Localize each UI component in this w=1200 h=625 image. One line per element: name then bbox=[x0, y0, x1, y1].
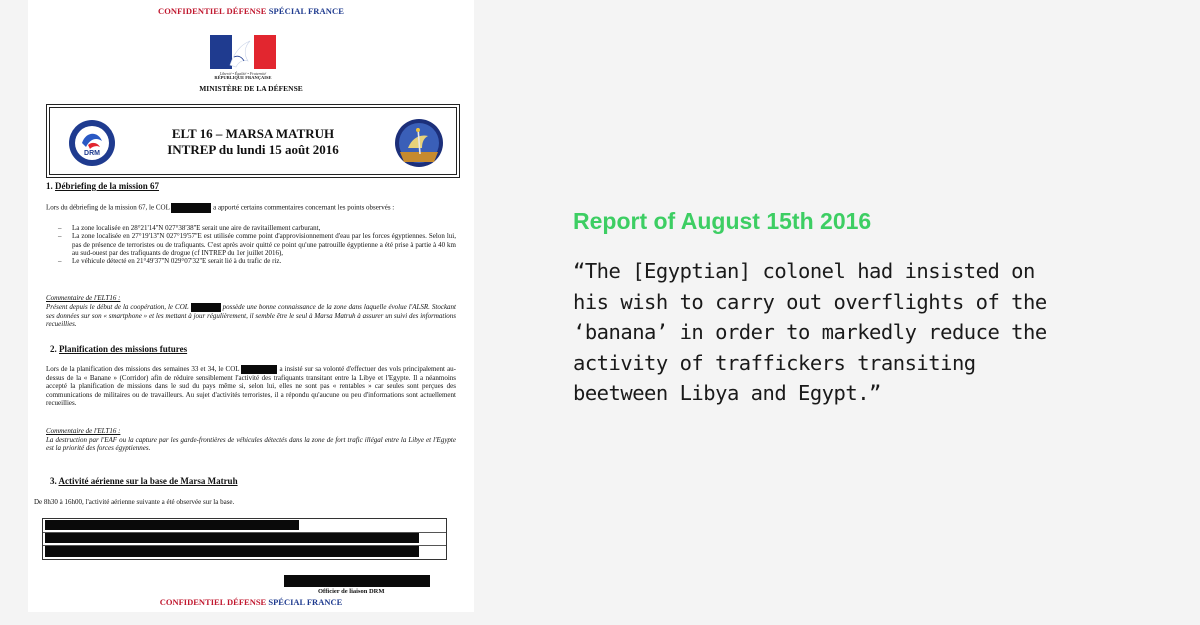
classification-header bbox=[28, 6, 474, 16]
redaction-bar bbox=[45, 533, 419, 543]
republique-francaise-logo bbox=[210, 35, 276, 69]
quote-line: activity of traffickers transiting bbox=[573, 350, 976, 375]
report-quote bbox=[573, 256, 1173, 409]
section3-heading: 3. Activité aérienne sur la base de Marsa Matruh bbox=[50, 476, 238, 486]
document-title-line1: ELT 16 – MARSA MATRUH bbox=[171, 126, 335, 141]
section3-title: Activité aérienne sur la base de Marsa Matruh bbox=[58, 476, 238, 486]
list-item: – La zone localisée en 27°19'13''N 027°19'57''E est utilisée comme point d'approvisionnement d'eau par les forces égyptiennes. Selon lui, pas de présence de terroristes ou de trafiquants. C'est après avoir quitté ce point qu'une patrouille égyptienne a été prise à partie à 40 km au sud-ouest par des trafiquants de drogue (cf INTREP du 1er juillet 2016), bbox=[58, 232, 456, 257]
classification-footer-blue: SPÉCIAL FRANCE bbox=[268, 597, 343, 607]
section2-heading: 2. Planification des missions futures bbox=[50, 344, 188, 354]
classification-footer-red: CONFIDENTIEL DÉFENSE bbox=[159, 597, 267, 607]
section2-body: Lors de la planification des missions des semaines 33 et 34, le COL a insisté sur sa volonté d'effectuer des vols principalement au-dessus de la « Banane » (Corridor) afin de réduire sensiblement l'activité des trafiquants transitant entre la Libye et l'Egypte. Il a néanmoins accepté la planification de missions dans le sud du pays même si, selon lui, elles ne sont pas « rentables » car seules sont perçues des communications de militaires ou de travailleurs. Au sujet d'activités terroristes, il a répondu qu'aucune ou peu d'informations sont actuellement recueillies. bbox=[46, 365, 457, 407]
quote-line: beetween Libya and Egypt.” bbox=[573, 381, 881, 405]
unit-insignia-logo bbox=[394, 118, 444, 168]
list-item: – Le véhicule détecté en 21°49'37''N 029°07'32''E serait lié à du trafic de riz. bbox=[58, 257, 282, 266]
document-title-line2: INTREP du lundi 15 août 2016 bbox=[167, 142, 339, 157]
section2-title: Planification des missions futures bbox=[59, 344, 188, 354]
republic-motto: Liberté • Égalité • Fraternité bbox=[219, 71, 267, 76]
redaction-bar bbox=[241, 365, 277, 374]
report-title: Report of August 15th 2016 bbox=[573, 208, 872, 234]
quote-line: ‘banana’ in order to markedly reduce the bbox=[573, 320, 1047, 344]
classification-header-red: CONFIDENTIEL DÉFENSE bbox=[157, 6, 267, 16]
quote-line: “The [Egyptian] colonel had insisted on bbox=[573, 259, 1035, 283]
section1-comment-label: Commentaire de l'ELT16 : bbox=[46, 294, 121, 302]
section2-comment: La destruction par l'EAF ou la capture par les garde-frontières de véhicules détectés dans la zone de fort trafic illégal entre la Libye et l'Egypte est la priorité des forces égyptiennes. bbox=[46, 436, 456, 453]
redaction-bar bbox=[45, 546, 419, 557]
redacted-activity-table bbox=[42, 518, 447, 560]
section3-body: De 8h30 à 16h00, l'activité aérienne suivante a été observée sur la base. bbox=[34, 498, 235, 506]
signature-redaction bbox=[284, 575, 430, 587]
quote-line: his wish to carry out overflights of the bbox=[573, 289, 1047, 314]
classification-footer bbox=[28, 597, 474, 607]
title-box bbox=[46, 104, 460, 178]
list-item: – La zone localisée en 28°21'14''N 027°38'38''E serait une aire de ravitaillement carburant, bbox=[58, 224, 321, 232]
section1-comment: Présent depuis le début de la coopération, le COL possède une bonne connaissance de la zone dans laquelle évolue l'ALSR. Stockant ses données sur son « smartphone » et les mettant à jour régulièrement, il semble être le seul à Marsa Matruh à assurer un suivi des informations recueillies. bbox=[46, 303, 457, 329]
classification-header-blue: SPÉCIAL FRANCE bbox=[268, 6, 345, 16]
section1-intro: Lors du débriefing de la mission 67, le COL a apporté certains commentaires concernant les points observés : bbox=[46, 203, 395, 212]
redaction-bar bbox=[45, 520, 299, 530]
document-page bbox=[28, 0, 474, 612]
signature-label: Officier de liaison DRM bbox=[318, 588, 385, 595]
section2-comment-label: Commentaire de l'ELT16 : bbox=[46, 427, 121, 435]
section1-title: Débriefing de la mission 67 bbox=[55, 181, 160, 191]
section1-heading: 1. Débriefing de la mission 67 bbox=[46, 181, 160, 191]
redaction-bar bbox=[171, 203, 211, 213]
ministry-heading: MINISTÈRE DE LA DÉFENSE bbox=[199, 84, 303, 93]
section1-bullet-list bbox=[58, 224, 456, 265]
republic-name: RÉPUBLIQUE FRANÇAISE bbox=[214, 75, 272, 80]
drm-logo-text: DRM bbox=[84, 150, 100, 157]
redaction-bar bbox=[191, 303, 221, 312]
